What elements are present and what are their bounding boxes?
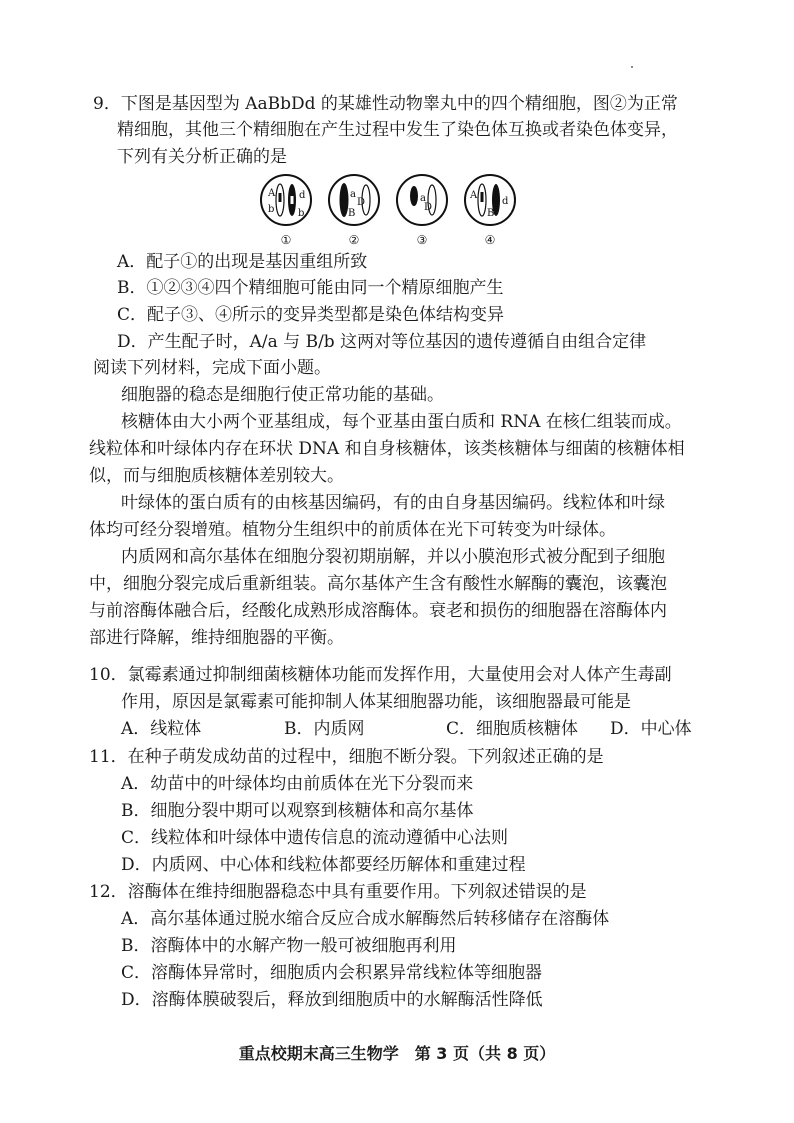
- material-line-3: 线粒体和叶绿体内存在环状 DNA 和自身核糖体，该类核糖体与细菌的核糖体相: [89, 439, 685, 459]
- material-line-9: 与前溶酶体融合后，经酸化成熟形成溶酶体。衰老和损伤的细胞器在溶酶体内: [89, 601, 667, 621]
- material-line-7: 内质网和高尔基体在细胞分裂初期崩解，并以小膜泡形式被分配到子细胞: [121, 547, 665, 567]
- q9-stem-line-3: 下列有关分析正确的是: [117, 147, 287, 167]
- q11-option-d: D．内质网、中心体和线粒体都要经历解体和重建过程: [121, 855, 526, 875]
- q11-stem: 11．在种子萌发成幼苗的过程中，细胞不断分裂。下列叙述正确的是: [89, 747, 604, 767]
- cell-2: [329, 175, 379, 247]
- cell-4-label-B: B: [487, 208, 495, 219]
- cell-4-label-A: A: [470, 190, 478, 201]
- q10-option-d: D．中心体: [610, 719, 692, 739]
- cell-2-label-D: D: [357, 197, 366, 208]
- q10-option-b: B．内质网: [284, 719, 365, 739]
- q12-option-d: D．溶酶体膜破裂后，释放到细胞质中的水解酶活性降低: [121, 990, 543, 1010]
- cell-3-label-D: D: [424, 202, 433, 213]
- q9-option-b: B．①②③④四个精细胞可能由同一个精原细胞产生: [117, 278, 504, 298]
- material-line-1: 细胞器的稳态是细胞行使正常功能的基础。: [121, 385, 444, 405]
- q10-option-a: A．线粒体: [121, 719, 202, 739]
- sperm-cells-figure: [258, 172, 518, 248]
- cell-1-label-A: A: [268, 188, 276, 199]
- cell-1-label-b2: b: [298, 208, 305, 219]
- cell-2-label-B: B: [348, 208, 356, 219]
- cell-2-caption: ②: [348, 233, 360, 247]
- cell-1: [261, 175, 311, 247]
- q11-option-c: C．线粒体和叶绿体中遗传信息的流动遵循中心法则: [121, 828, 509, 848]
- q12-stem: 12．溶酶体在维持细胞器稳态中具有重要作用。下列叙述错误的是: [89, 882, 587, 902]
- cell-1-label-b: b: [268, 204, 275, 215]
- q12-option-b: B．溶酶体中的水解产物一般可被细胞再利用: [121, 936, 457, 956]
- q10-option-c: C．细胞质核糖体: [446, 719, 579, 739]
- cell-1-caption: ①: [280, 233, 292, 247]
- page-footer: 重点校期末高三生物学 第 3 页（共 8 页）: [238, 1044, 556, 1063]
- cell-3: [397, 175, 447, 247]
- q11-option-b: B．细胞分裂中期可以观察到核糖体和高尔基体: [121, 801, 474, 821]
- cell-4-caption: ④: [484, 233, 496, 247]
- cell-1-label-d: d: [299, 190, 306, 201]
- material-line-6: 体均可经分裂增殖。植物分生组织中的前质体在光下可转变为叶绿体。: [89, 520, 616, 540]
- q9-option-c: C．配子③、④所示的变异类型都是染色体结构变异: [117, 305, 505, 325]
- material-line-2: 核糖体由大小两个亚基组成，每个亚基由蛋白质和 RNA 在核仁组装而成。: [121, 412, 682, 432]
- q10-stem-line-1: 10．氯霉素通过抑制细菌核糖体功能而发挥作用，大量使用会对人体产生毒副: [89, 665, 672, 685]
- q10-stem-line-2: 作用，原因是氯霉素可能抑制人体某细胞器功能，该细胞器最可能是: [121, 692, 631, 712]
- material-line-5: 叶绿体的蛋白质有的由核基因编码，有的由自身基因编码。线粒体和叶绿: [121, 493, 665, 513]
- q9-stem-line-2: 精细胞，其他三个精细胞在产生过程中发生了染色体互换或者染色体变异，: [117, 120, 678, 140]
- cell-2-label-a: a: [350, 189, 356, 200]
- material-line-4: 似，而与细胞质核糖体差别较大。: [89, 466, 344, 486]
- q12-option-a: A．高尔基体通过脱水缩合反应合成水解酶然后转移储存在溶酶体: [121, 909, 610, 929]
- q9-stem-line-1: 9．下图是基因型为 AaBbDd 的某雄性动物睾丸中的四个精细胞，图②为正常: [93, 94, 678, 114]
- material-line-10: 部进行降解，维持细胞器的平衡。: [89, 628, 344, 648]
- q9-option-a: A．配子①的出现是基因重组所致: [117, 252, 368, 272]
- cell-3-caption: ③: [416, 233, 428, 247]
- material-line-8: 中，细胞分裂完成后重新组装。高尔基体产生含有酸性水解酶的囊泡，该囊泡: [89, 574, 667, 594]
- cell-3-label-a: a: [420, 193, 426, 204]
- scan-dot: [631, 66, 633, 68]
- cell-4: [465, 175, 515, 247]
- cell-4-label-d: d: [502, 196, 509, 207]
- q9-option-d: D．产生配子时，A/a 与 B/b 这两对等位基因的遗传遵循自由组合定律: [117, 332, 647, 352]
- q12-option-c: C．溶酶体异常时，细胞质内会积累异常线粒体等细胞器: [121, 963, 543, 983]
- q11-option-a: A．幼苗中的叶绿体均由前质体在光下分裂而来: [121, 774, 474, 794]
- material-intro: 阅读下列材料，完成下面小题。: [93, 358, 331, 378]
